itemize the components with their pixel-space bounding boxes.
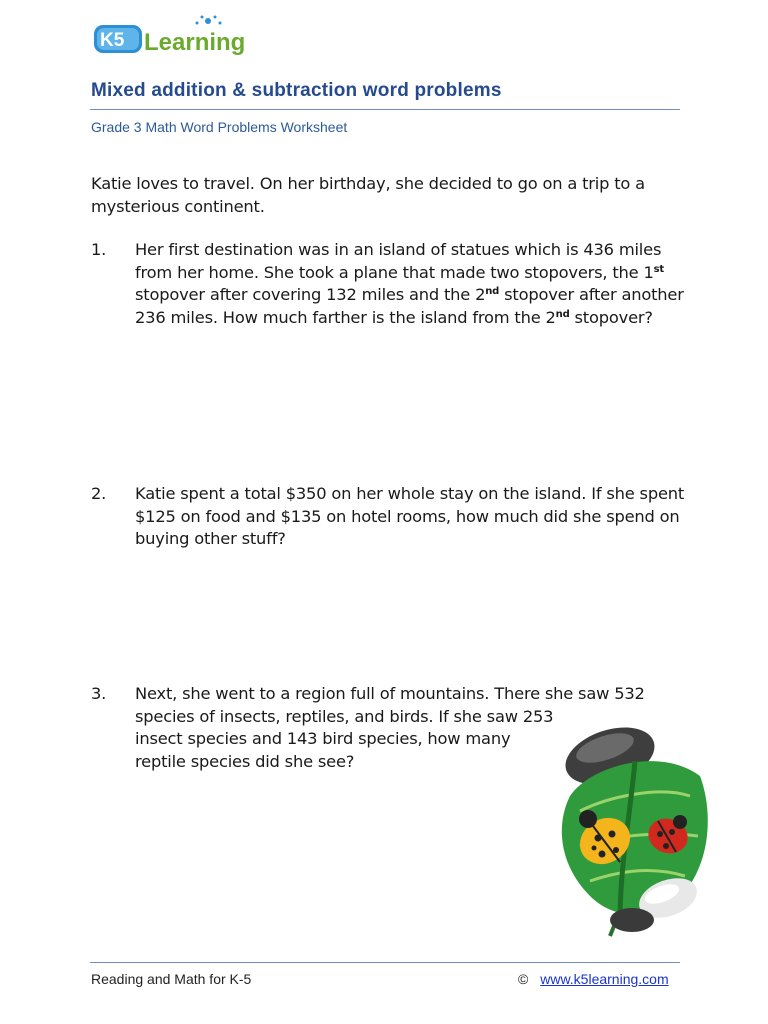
problem-text: Her first destination was in an island of statues which is 436 miles from her home. She took a plane that made two stopovers, the 1st stopover after covering 132 miles and the 2nd stopover after another 236 miles. How much farther is the island from the 2nd stopover?: [135, 240, 684, 327]
svg-text:K5: K5: [100, 30, 125, 51]
k5learning-link[interactable]: www.k5learning.com: [540, 971, 669, 987]
intro-paragraph: Katie loves to travel. On her birthday, she decided to go on a trip to a mysterious continent.: [91, 174, 645, 216]
problem-text: Katie spent a total $350 on her whole stay on the island. If she spent $125 on food and $135 on hotel rooms, how much did she spend on buying other stuff?: [135, 484, 685, 548]
header-divider: [90, 109, 680, 110]
problem-number: 3.: [91, 684, 107, 703]
k5-learning-logo: [92, 14, 262, 58]
ladybugs-leaf-illustration: [550, 716, 712, 938]
problem-number: 1.: [91, 240, 107, 259]
svg-text:Learning: Learning: [144, 29, 246, 56]
worksheet-title: Mixed addition & subtraction word problems: [91, 80, 502, 101]
footer-tagline: Reading and Math for K-5: [91, 971, 252, 987]
problem-number: 2.: [91, 484, 107, 503]
copyright-symbol: ©: [518, 971, 529, 987]
problem-text: Next, she went to a region full of mountains. There she saw 532 species of insects, reptiles, and birds. If she saw 253 insect species and 143 bird species, how many reptile species did she see?: [135, 684, 645, 771]
worksheet-subtitle: Grade 3 Math Word Problems Worksheet: [91, 119, 348, 135]
footer-link-group: [518, 971, 669, 987]
footer-divider: [90, 962, 680, 963]
